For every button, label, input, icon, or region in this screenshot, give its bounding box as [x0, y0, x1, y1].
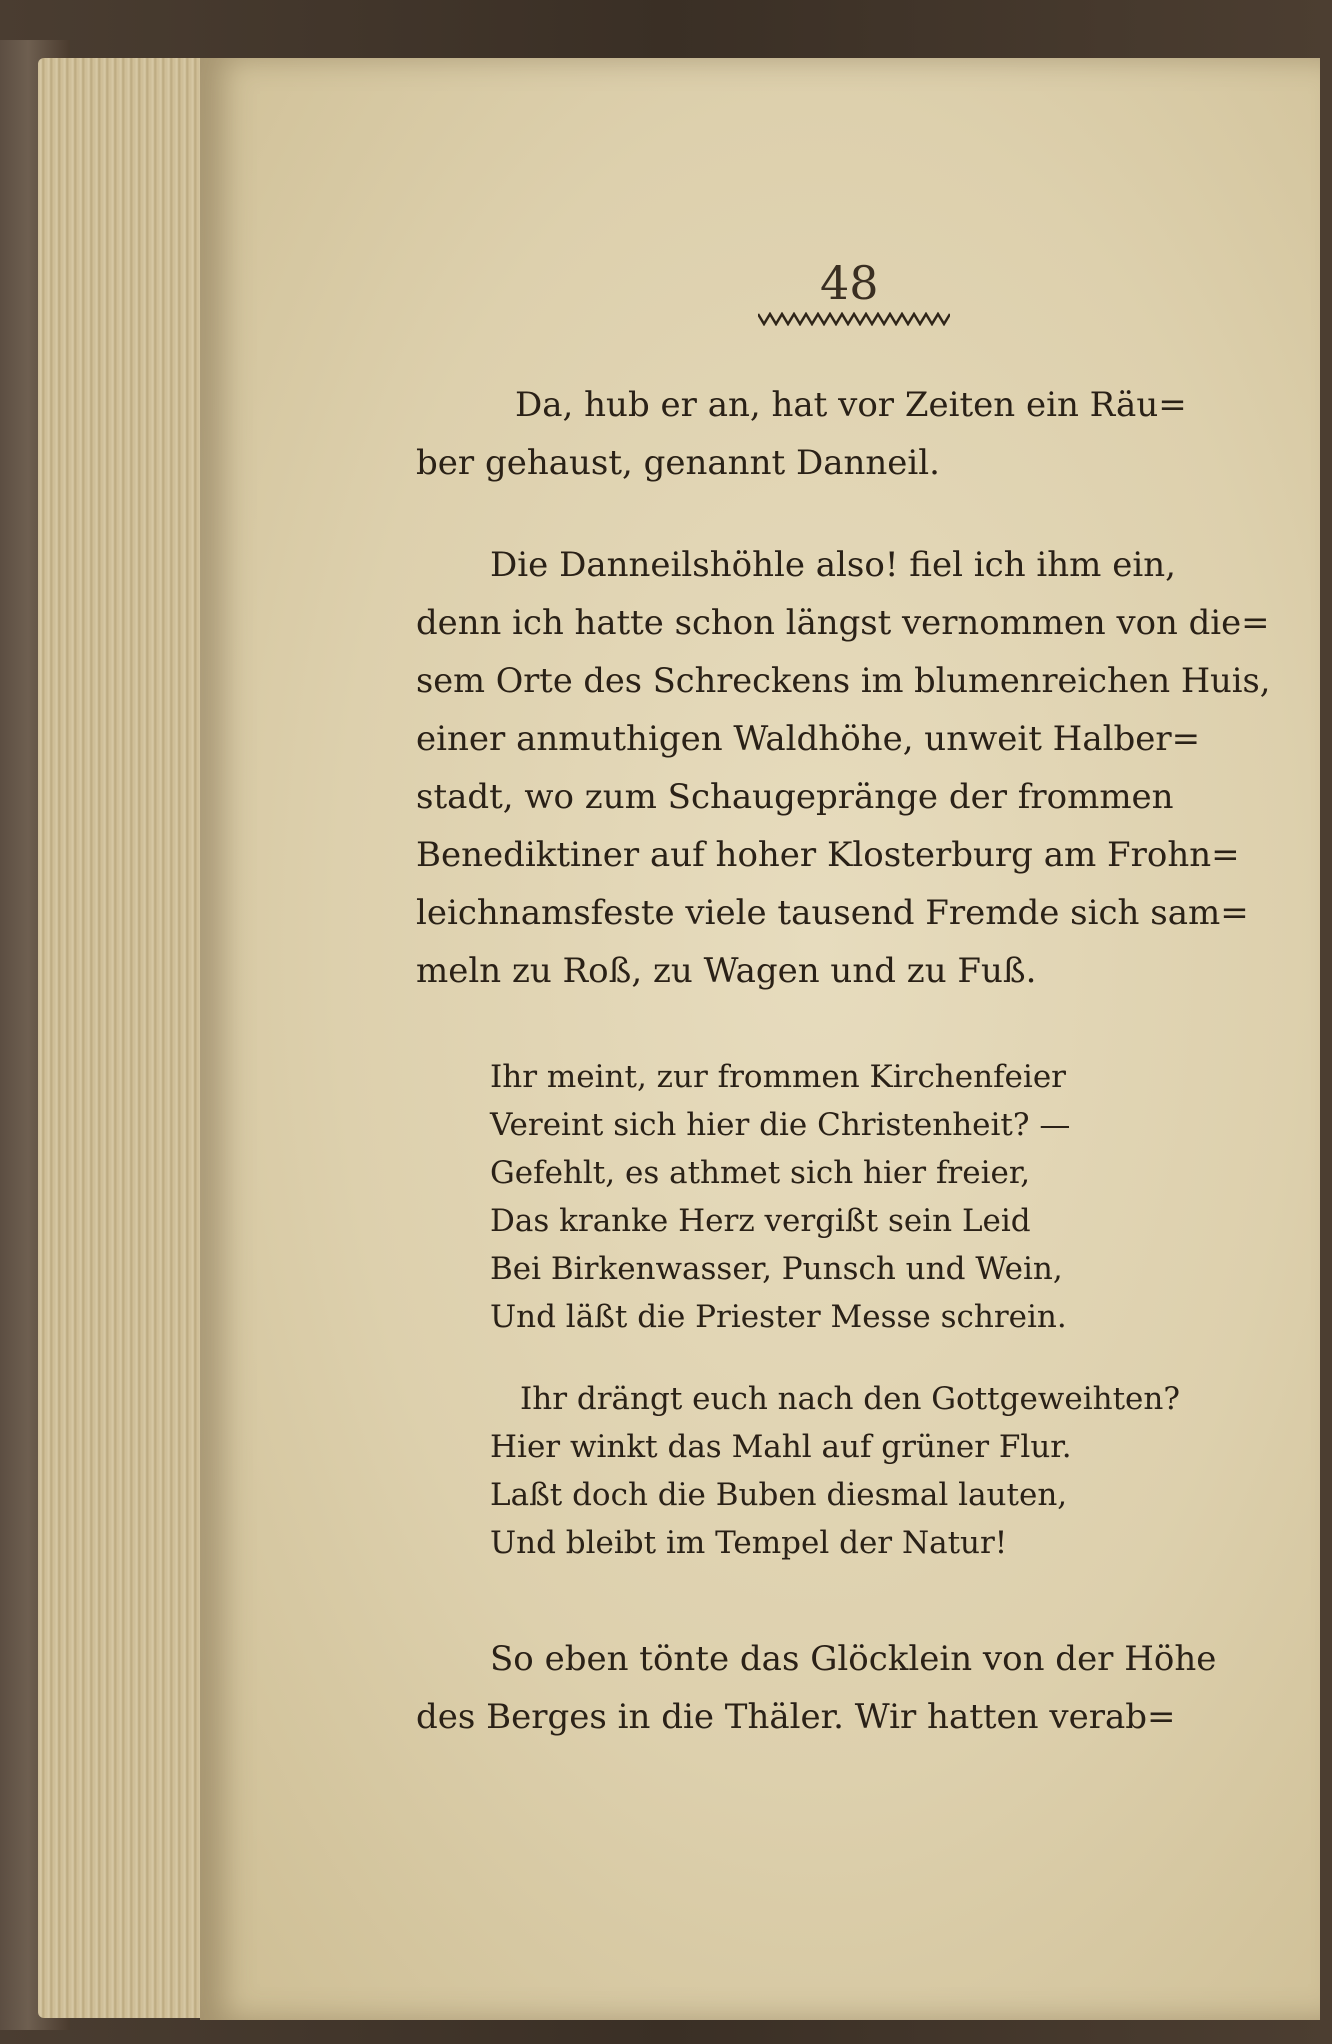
prose-line: sem Orte des Schreckens im blumenreichen Huis, [416, 661, 1271, 700]
verse-line: Laßt doch die Buben diesmal lauten, [490, 1477, 1068, 1513]
prose-line: einer anmuthigen Waldhöhe, unweit Halber= [416, 719, 1201, 759]
header-ornament [758, 312, 950, 326]
verse-line: Hier winkt das Mahl auf grüner Flur. [490, 1429, 1072, 1465]
verse-line: Vereint sich hier die Christenheit? — [490, 1107, 1071, 1143]
verse-line: Gefehlt, es athmet sich hier freier, [490, 1155, 1031, 1191]
prose-line: leichnamsfeste viele tausend Fremde sich sam= [416, 893, 1249, 933]
verse-line: Ihr meint, zur frommen Kirchenfeier [490, 1059, 1066, 1095]
prose-line: Die Danneilshöhle also! fiel ich ihm ein, [490, 545, 1176, 585]
page-number: 48 [820, 256, 879, 310]
prose-line: denn ich hatte schon längst vernommen von die= [416, 603, 1270, 642]
verse-line: Und läßt die Priester Messe schrein. [490, 1299, 1067, 1335]
prose-line: Da, hub er an, hat vor Zeiten ein Räu= [515, 385, 1187, 425]
prose-line: Benediktiner auf hoher Klosterburg am Frohn= [416, 835, 1240, 875]
page-edges [38, 58, 218, 2018]
prose-line: ber gehaust, genannt Danneil. [416, 443, 940, 483]
prose-line: So eben tönte das Glöcklein von der Höhe [490, 1639, 1217, 1679]
verse-line: Das kranke Herz vergißt sein Leid [490, 1203, 1031, 1239]
book-page [200, 58, 1320, 2020]
prose-line: des Berges in die Thäler. Wir hatten verab= [416, 1697, 1176, 1737]
verse-line: Ihr drängt euch nach den Gottgeweihten? [520, 1381, 1180, 1417]
prose-line: meln zu Roß, zu Wagen und zu Fuß. [416, 951, 1037, 991]
verse-line: Bei Birkenwasser, Punsch und Wein, [490, 1251, 1063, 1287]
verse-line: Und bleibt im Tempel der Natur! [490, 1525, 1008, 1561]
prose-line: stadt, wo zum Schaugepränge der frommen [416, 777, 1174, 817]
